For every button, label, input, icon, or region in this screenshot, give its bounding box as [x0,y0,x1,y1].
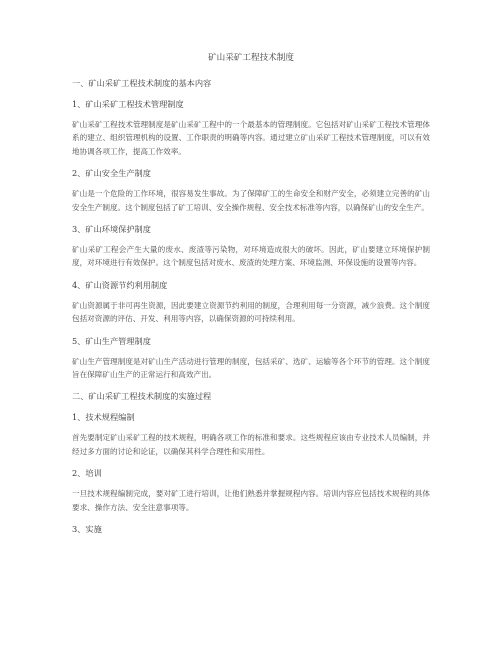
paragraph-2-2: 一旦技术规程编制完成，要对矿工进行培训，让他们熟悉并掌握规程内容。培训内容应包括技术规程的具体要求、操作方法、安全注意事项等。 [72,489,430,512]
subheading-2-3: 3、实施 [72,524,102,535]
paragraph-1-4: 矿山资源属于非可再生资源，因此要建立资源节约利用的制度，合理利用每一分资源，减少浪费。这个制度包括对资源的评估、开发、利用等内容，以确保资源的可持续利用。 [72,300,430,324]
subheading-1-3: 3、矿山环境保护制度 [72,224,151,235]
document-title: 矿山采矿工程技术制度 [208,53,294,63]
subheading-1-2: 2、矿山安全生产制度 [72,168,151,179]
section-heading-2: 二、矿山采矿工程技术制度的实施过程 [72,391,212,402]
paragraph-1-3: 矿山采矿工程会产生大量的废水、废渣等污染物，对环境造成很大的破坏。因此，矿山要建立环境保护制度，对环境进行有效保护。这个制度包括对废水、废渣的处理方案、环境监测、环保设施的设置等内容。 [72,245,430,268]
paragraph-2-1: 首先要制定矿山采矿工程的技术规程，明确各项工作的标准和要求。这些规程应该由专业技术人员编制，并经过多方面的讨论和论证，以确保其科学合理性和实用性。 [72,433,430,456]
subheading-2-1: 1、技术规程编制 [72,412,135,423]
paragraph-1-5: 矿山生产管理制度是对矿山生产活动进行管理的制度，包括采矿、选矿、运输等各个环节的管理。这个制度旨在保障矿山生产的正常运行和高效产出。 [72,356,430,380]
subheading-1-5: 5、矿山生产管理制度 [72,335,151,346]
subheading-1-4: 4、矿山资源节约利用制度 [72,279,168,290]
subheading-1-1: 1、矿山采矿工程技术管理制度 [72,99,184,109]
paragraph-1-1: 矿山采矿工程技术管理制度是矿山采矿工程中的一个最基本的管理制度。它包括对矿山采矿工程技术管理体系的建立、组织管理机构的设置、工作职责的明确等内容。通过建立矿山采矿工程技术管理制度，可以有效地协调各项工作，提高工作效率。 [72,120,430,156]
subheading-2-2: 2、培训 [72,468,102,479]
paragraph-1-2: 矿山是一个危险的工作环境，很容易发生事故。为了保障矿工的生命安全和财产安全，必须建立完善的矿山安全生产制度。这个制度包括了矿工培训、安全操作规程、安全技术标准等内容，以确保矿山的安全生产。 [72,189,430,212]
section-heading-1: 一、矿山采矿工程技术制度的基本内容 [72,78,212,88]
